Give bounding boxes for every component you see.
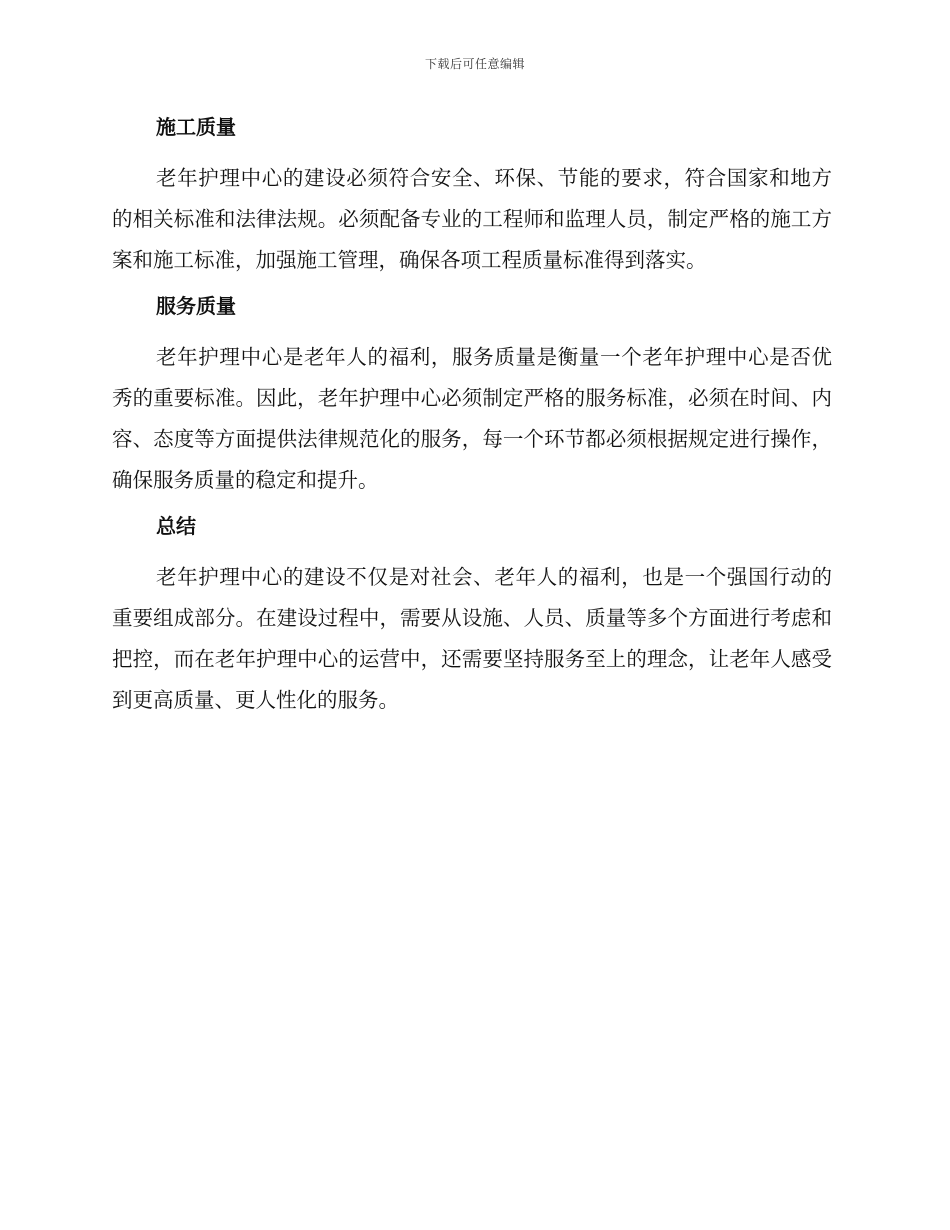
section-heading: 服务质量 bbox=[156, 294, 236, 318]
section-construction-quality bbox=[112, 110, 832, 281]
header-note: 下载后可任意编辑 bbox=[424, 57, 525, 71]
document-body bbox=[112, 110, 832, 729]
section-heading: 施工质量 bbox=[156, 115, 236, 139]
section-paragraph: 老年护理中心是老年人的福利，服务质量是衡量一个老年护理中心是否优秀的重要标准。因此，老年护理中心必须制定严格的服务标准，必须在时间、内容、态度等方面提供法律规范化的服务，每一个环节都必须根据规定进行操作，确保服务质量的稳定和提升。 bbox=[112, 345, 832, 492]
section-service-quality bbox=[112, 289, 832, 501]
section-paragraph: 老年护理中心的建设必须符合安全、环保、节能的要求，符合国家和地方的相关标准和法律法规。必须配备专业的工程师和监理人员，制定严格的施工方案和施工标准，加强施工管理，确保各项工程质量标准得到落实。 bbox=[112, 166, 832, 272]
section-summary bbox=[112, 509, 832, 721]
section-heading: 总结 bbox=[156, 514, 196, 538]
section-paragraph: 老年护理中心的建设不仅是对社会、老年人的福利，也是一个强国行动的重要组成部分。在建设过程中，需要从设施、人员、质量等多个方面进行考虑和把控，而在老年护理中心的运营中，还需要坚持服务至上的理念，让老年人感受到更高质量、更人性化的服务。 bbox=[112, 565, 832, 712]
